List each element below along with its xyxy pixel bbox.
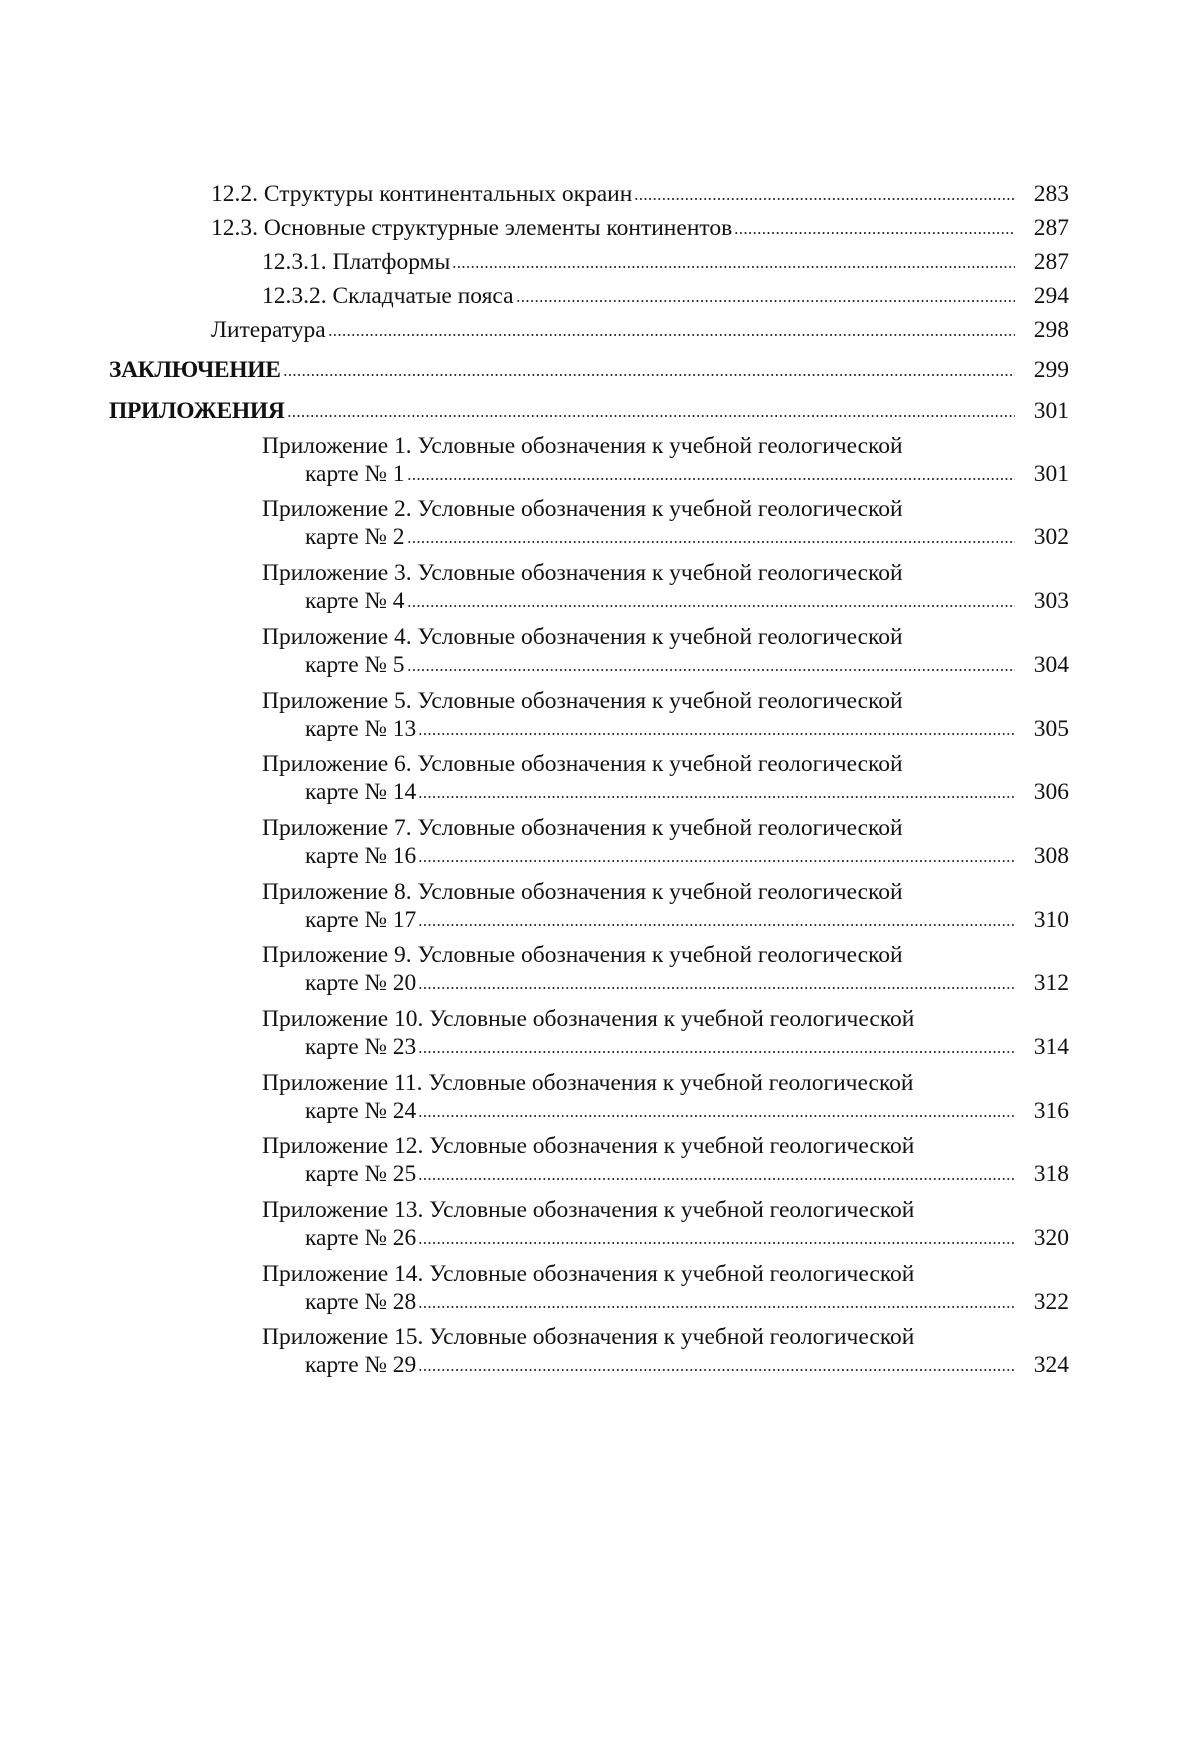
toc-page-number: 304 (1033, 652, 1069, 678)
appendix-map-line (305, 1218, 1069, 1258)
appendix-title: Приложение 14. Условные обозначения к учебной геологической (262, 1261, 915, 1287)
appendix-title: Приложение 12. Условные обозначения к учебной геологической (262, 1133, 915, 1159)
dot-leader (418, 724, 1015, 736)
appendix-title: Приложение 15. Условные обозначения к учебной геологической (262, 1324, 915, 1350)
appendix-title: Приложение 5. Условные обозначения к учебной геологической (262, 688, 903, 714)
toc-page-number: 305 (1033, 716, 1069, 742)
appendix-title: Приложение 2. Условные обозначения к учебной геологической (262, 496, 903, 522)
toc-page-number: 306 (1033, 779, 1069, 805)
appendix-map-label: карте № 29 (305, 1352, 417, 1378)
appendix-map-label: карте № 16 (305, 843, 417, 869)
appendix-map-label: карте № 20 (305, 970, 417, 996)
dot-leader (418, 787, 1015, 799)
toc-page-number: 316 (1033, 1098, 1069, 1124)
appendix-map-label: карте № 26 (305, 1225, 417, 1251)
appendix-title: Приложение 3. Условные обозначения к учебной геологической (262, 560, 903, 586)
toc-entry-label: ЗАКЛЮЧЕНИЕ (109, 357, 281, 383)
toc-page-number: 312 (1033, 970, 1069, 996)
appendix-map-line (305, 963, 1069, 1003)
toc-page-number: 287 (1033, 249, 1069, 275)
toc-entry-label: ПРИЛОЖЕНИЯ (109, 398, 285, 424)
appendix-map-label: карте № 28 (305, 1289, 417, 1315)
dot-leader (418, 1233, 1015, 1245)
toc-entry-label: 12.3.1. Платформы (262, 249, 451, 275)
toc-entry-conclusion (109, 350, 1069, 390)
appendix-title: Приложение 1. Условные обозначения к учебной геологической (262, 433, 903, 459)
appendix-map-line (305, 1154, 1069, 1194)
toc-entry-appendices (109, 391, 1069, 431)
appendix-title: Приложение 7. Условные обозначения к учебной геологической (262, 815, 903, 841)
appendix-map-line (305, 581, 1069, 621)
toc-page-number: 294 (1033, 283, 1069, 309)
toc-entry-label: 12.2. Структуры континентальных окраин (211, 181, 633, 207)
dot-leader (418, 915, 1015, 927)
toc-entry-label: 12.3. Основные структурные элементы континентов (211, 215, 733, 241)
dot-leader (452, 257, 1015, 269)
dot-leader (516, 291, 1015, 303)
appendix-map-label: карте № 17 (305, 907, 417, 933)
dot-leader (328, 325, 1015, 337)
dot-leader (418, 1042, 1015, 1054)
toc-page-number: 299 (1033, 357, 1069, 383)
appendix-map-label: карте № 5 (305, 652, 405, 678)
dot-leader (418, 978, 1015, 990)
appendix-map-line (305, 900, 1069, 940)
appendix-title: Приложение 10. Условные обозначения к учебной геологической (262, 1006, 915, 1032)
appendix-map-label: карте № 13 (305, 716, 417, 742)
toc-page-number: 298 (1033, 317, 1069, 343)
toc-page-number: 320 (1033, 1225, 1069, 1251)
dot-leader (283, 365, 1015, 377)
toc-entry-label: Литература (211, 317, 326, 343)
appendix-map-label: карте № 2 (305, 524, 405, 550)
appendix-title: Приложение 8. Условные обозначения к учебной геологической (262, 879, 903, 905)
toc-page-number: 301 (1033, 398, 1069, 424)
appendix-map-label: карте № 25 (305, 1161, 417, 1187)
appendix-map-label: карте № 4 (305, 588, 405, 614)
dot-leader (634, 189, 1015, 201)
toc-entry-label: 12.3.2. Складчатые пояса (262, 283, 514, 309)
dot-leader (407, 596, 1015, 608)
appendix-title: Приложение 9. Условные обозначения к учебной геологической (262, 942, 903, 968)
toc-page-number: 283 (1033, 181, 1069, 207)
appendix-map-line (305, 1282, 1069, 1322)
toc-page-number: 287 (1033, 215, 1069, 241)
dot-leader (734, 223, 1015, 235)
appendix-title: Приложение 6. Условные обозначения к учебной геологической (262, 751, 903, 777)
appendix-map-label: карте № 1 (305, 461, 405, 487)
appendix-map-line (305, 1345, 1069, 1385)
toc-page-number: 318 (1033, 1161, 1069, 1187)
appendix-title: Приложение 11. Условные обозначения к учебной геологической (262, 1070, 914, 1096)
toc-page-number: 310 (1033, 907, 1069, 933)
appendix-map-line (305, 1091, 1069, 1131)
toc-page-number: 301 (1033, 461, 1069, 487)
appendix-title: Приложение 13. Условные обозначения к учебной геологической (262, 1197, 915, 1223)
dot-leader (418, 1106, 1015, 1118)
appendix-map-label: карте № 14 (305, 779, 417, 805)
dot-leader (418, 1169, 1015, 1181)
appendix-map-label: карте № 23 (305, 1034, 417, 1060)
toc-page-number: 302 (1033, 524, 1069, 550)
dot-leader (418, 851, 1015, 863)
toc-page-number: 324 (1033, 1352, 1069, 1378)
dot-leader (287, 406, 1015, 418)
toc-page-number: 322 (1033, 1289, 1069, 1315)
appendix-title: Приложение 4. Условные обозначения к учебной геологической (262, 624, 903, 650)
toc-entry-literature (211, 310, 1069, 350)
appendix-map-line (305, 1027, 1069, 1067)
appendix-map-line (305, 645, 1069, 685)
appendix-map-line (305, 772, 1069, 812)
appendix-map-label: карте № 24 (305, 1098, 417, 1124)
dot-leader (418, 1360, 1015, 1372)
toc-page-number: 314 (1033, 1034, 1069, 1060)
appendix-map-line (305, 454, 1069, 494)
appendix-map-line (305, 517, 1069, 557)
dot-leader (407, 469, 1015, 481)
dot-leader (407, 532, 1015, 544)
toc-page-number: 308 (1033, 843, 1069, 869)
dot-leader (407, 660, 1015, 672)
appendix-map-line (305, 836, 1069, 876)
appendix-map-line (305, 709, 1069, 749)
dot-leader (418, 1297, 1015, 1309)
toc-page-number: 303 (1033, 588, 1069, 614)
